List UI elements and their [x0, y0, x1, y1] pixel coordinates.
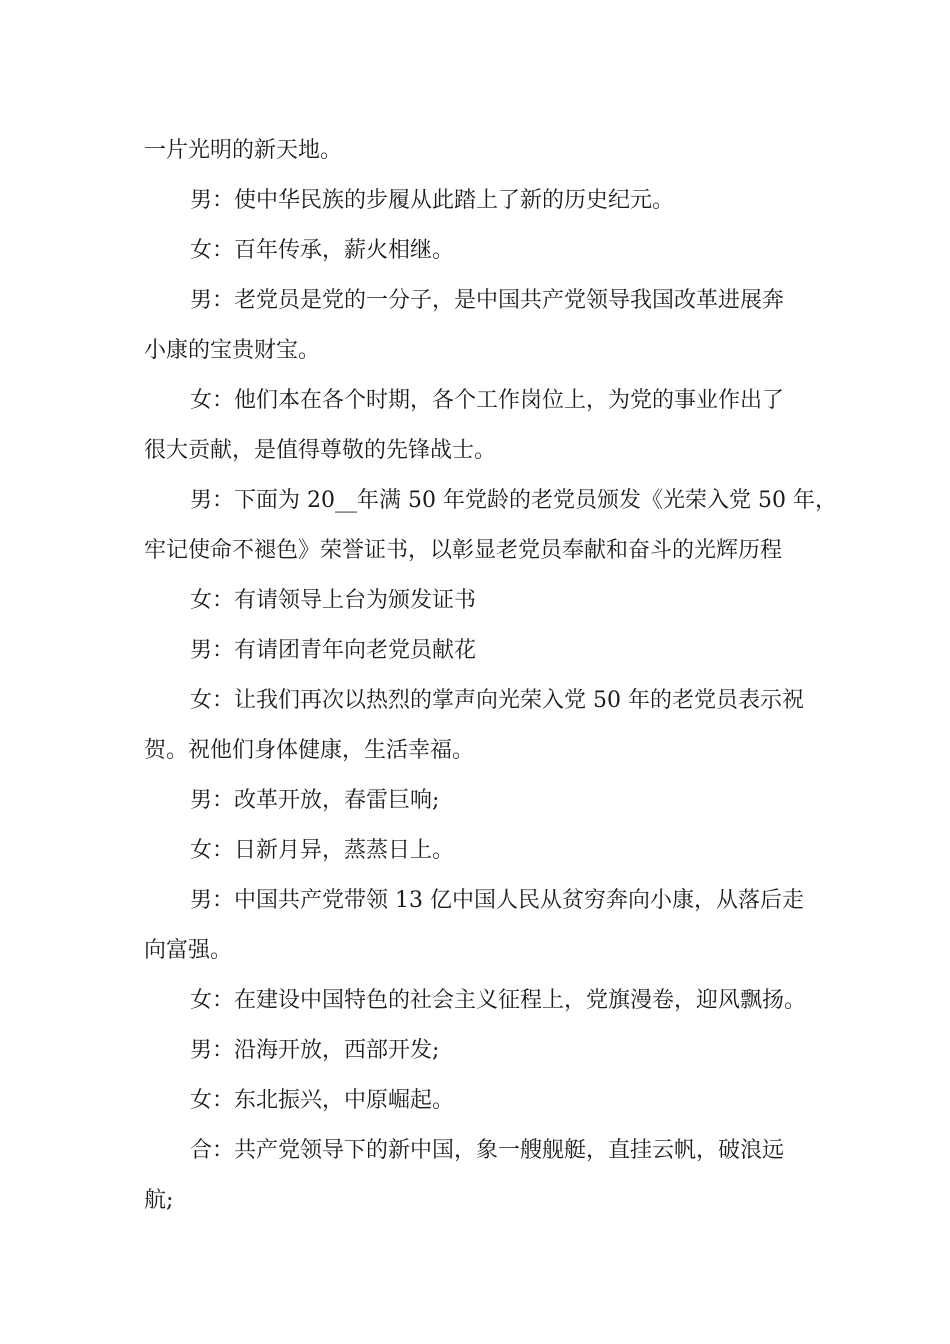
paragraph: [144, 1126, 824, 1226]
paragraph: [144, 626, 824, 676]
paragraph: [144, 826, 824, 876]
paragraph-line: 女：在建设中国特色的社会主义征程上，党旗漫卷，迎风飘扬。: [190, 988, 807, 1013]
paragraph: [144, 976, 824, 1026]
paragraph: [144, 276, 824, 376]
paragraph-line: 男：使中华民族的步履从此踏上了新的历史纪元。: [190, 188, 675, 213]
paragraph: [144, 226, 824, 276]
paragraph-line: 很大贡献，是值得尊敬的先锋战士。: [144, 438, 497, 463]
paragraph-line: 男：下面为 20__年满 50 年党龄的老党员颁发《光荣入党 50 年，: [190, 488, 837, 513]
paragraph-line: 女：他们本在各个时期，各个工作岗位上，为党的事业作出了: [190, 388, 785, 413]
paragraph-line: 向富强。: [144, 938, 233, 963]
paragraph-line: 男：改革开放，春雷巨响;: [190, 788, 440, 813]
paragraph: [144, 476, 837, 576]
paragraph: [144, 376, 824, 476]
paragraph-line: 女：日新月异，蒸蒸日上。: [190, 838, 455, 863]
paragraph: [144, 1076, 824, 1126]
paragraph-line: 女：东北振兴，中原崛起。: [190, 1088, 455, 1113]
paragraph-line: 牢记使命不褪色》荣誉证书，以彰显老党员奉献和奋斗的光辉历程: [144, 538, 783, 563]
paragraph: [144, 176, 824, 226]
paragraph: [144, 576, 824, 626]
document-body: [144, 126, 837, 1226]
paragraph-line: 男：有请团青年向老党员献花: [190, 638, 477, 663]
paragraph-line: 一片光明的新天地。: [144, 138, 343, 163]
paragraph: [144, 676, 824, 776]
paragraph-line: 女：有请领导上台为颁发证书: [190, 588, 477, 613]
paragraph: [144, 776, 824, 826]
paragraph-line: 男：沿海开放，西部开发;: [190, 1038, 440, 1063]
paragraph-line: 合：共产党领导下的新中国，象一艘舰艇，直挂云帆，破浪远: [190, 1138, 785, 1163]
paragraph: [144, 876, 824, 976]
paragraph-line: 男：中国共产党带领 13 亿中国人民从贫穷奔向小康，从落后走: [190, 888, 804, 913]
paragraph-line: 航;: [144, 1188, 174, 1213]
paragraph-line: 男：老党员是党的一分子，是中国共产党领导我国改革进展奔: [190, 288, 785, 313]
paragraph-line: 女：百年传承，薪火相继。: [190, 238, 455, 263]
paragraph-line: 贺。祝他们身体健康，生活幸福。: [144, 738, 475, 763]
paragraph-line: 女：让我们再次以热烈的掌声向光荣入党 50 年的老党员表示祝: [190, 688, 804, 713]
paragraph: [144, 126, 824, 176]
paragraph-line: 小康的宝贵财宝。: [144, 338, 321, 363]
paragraph: [144, 1026, 824, 1076]
